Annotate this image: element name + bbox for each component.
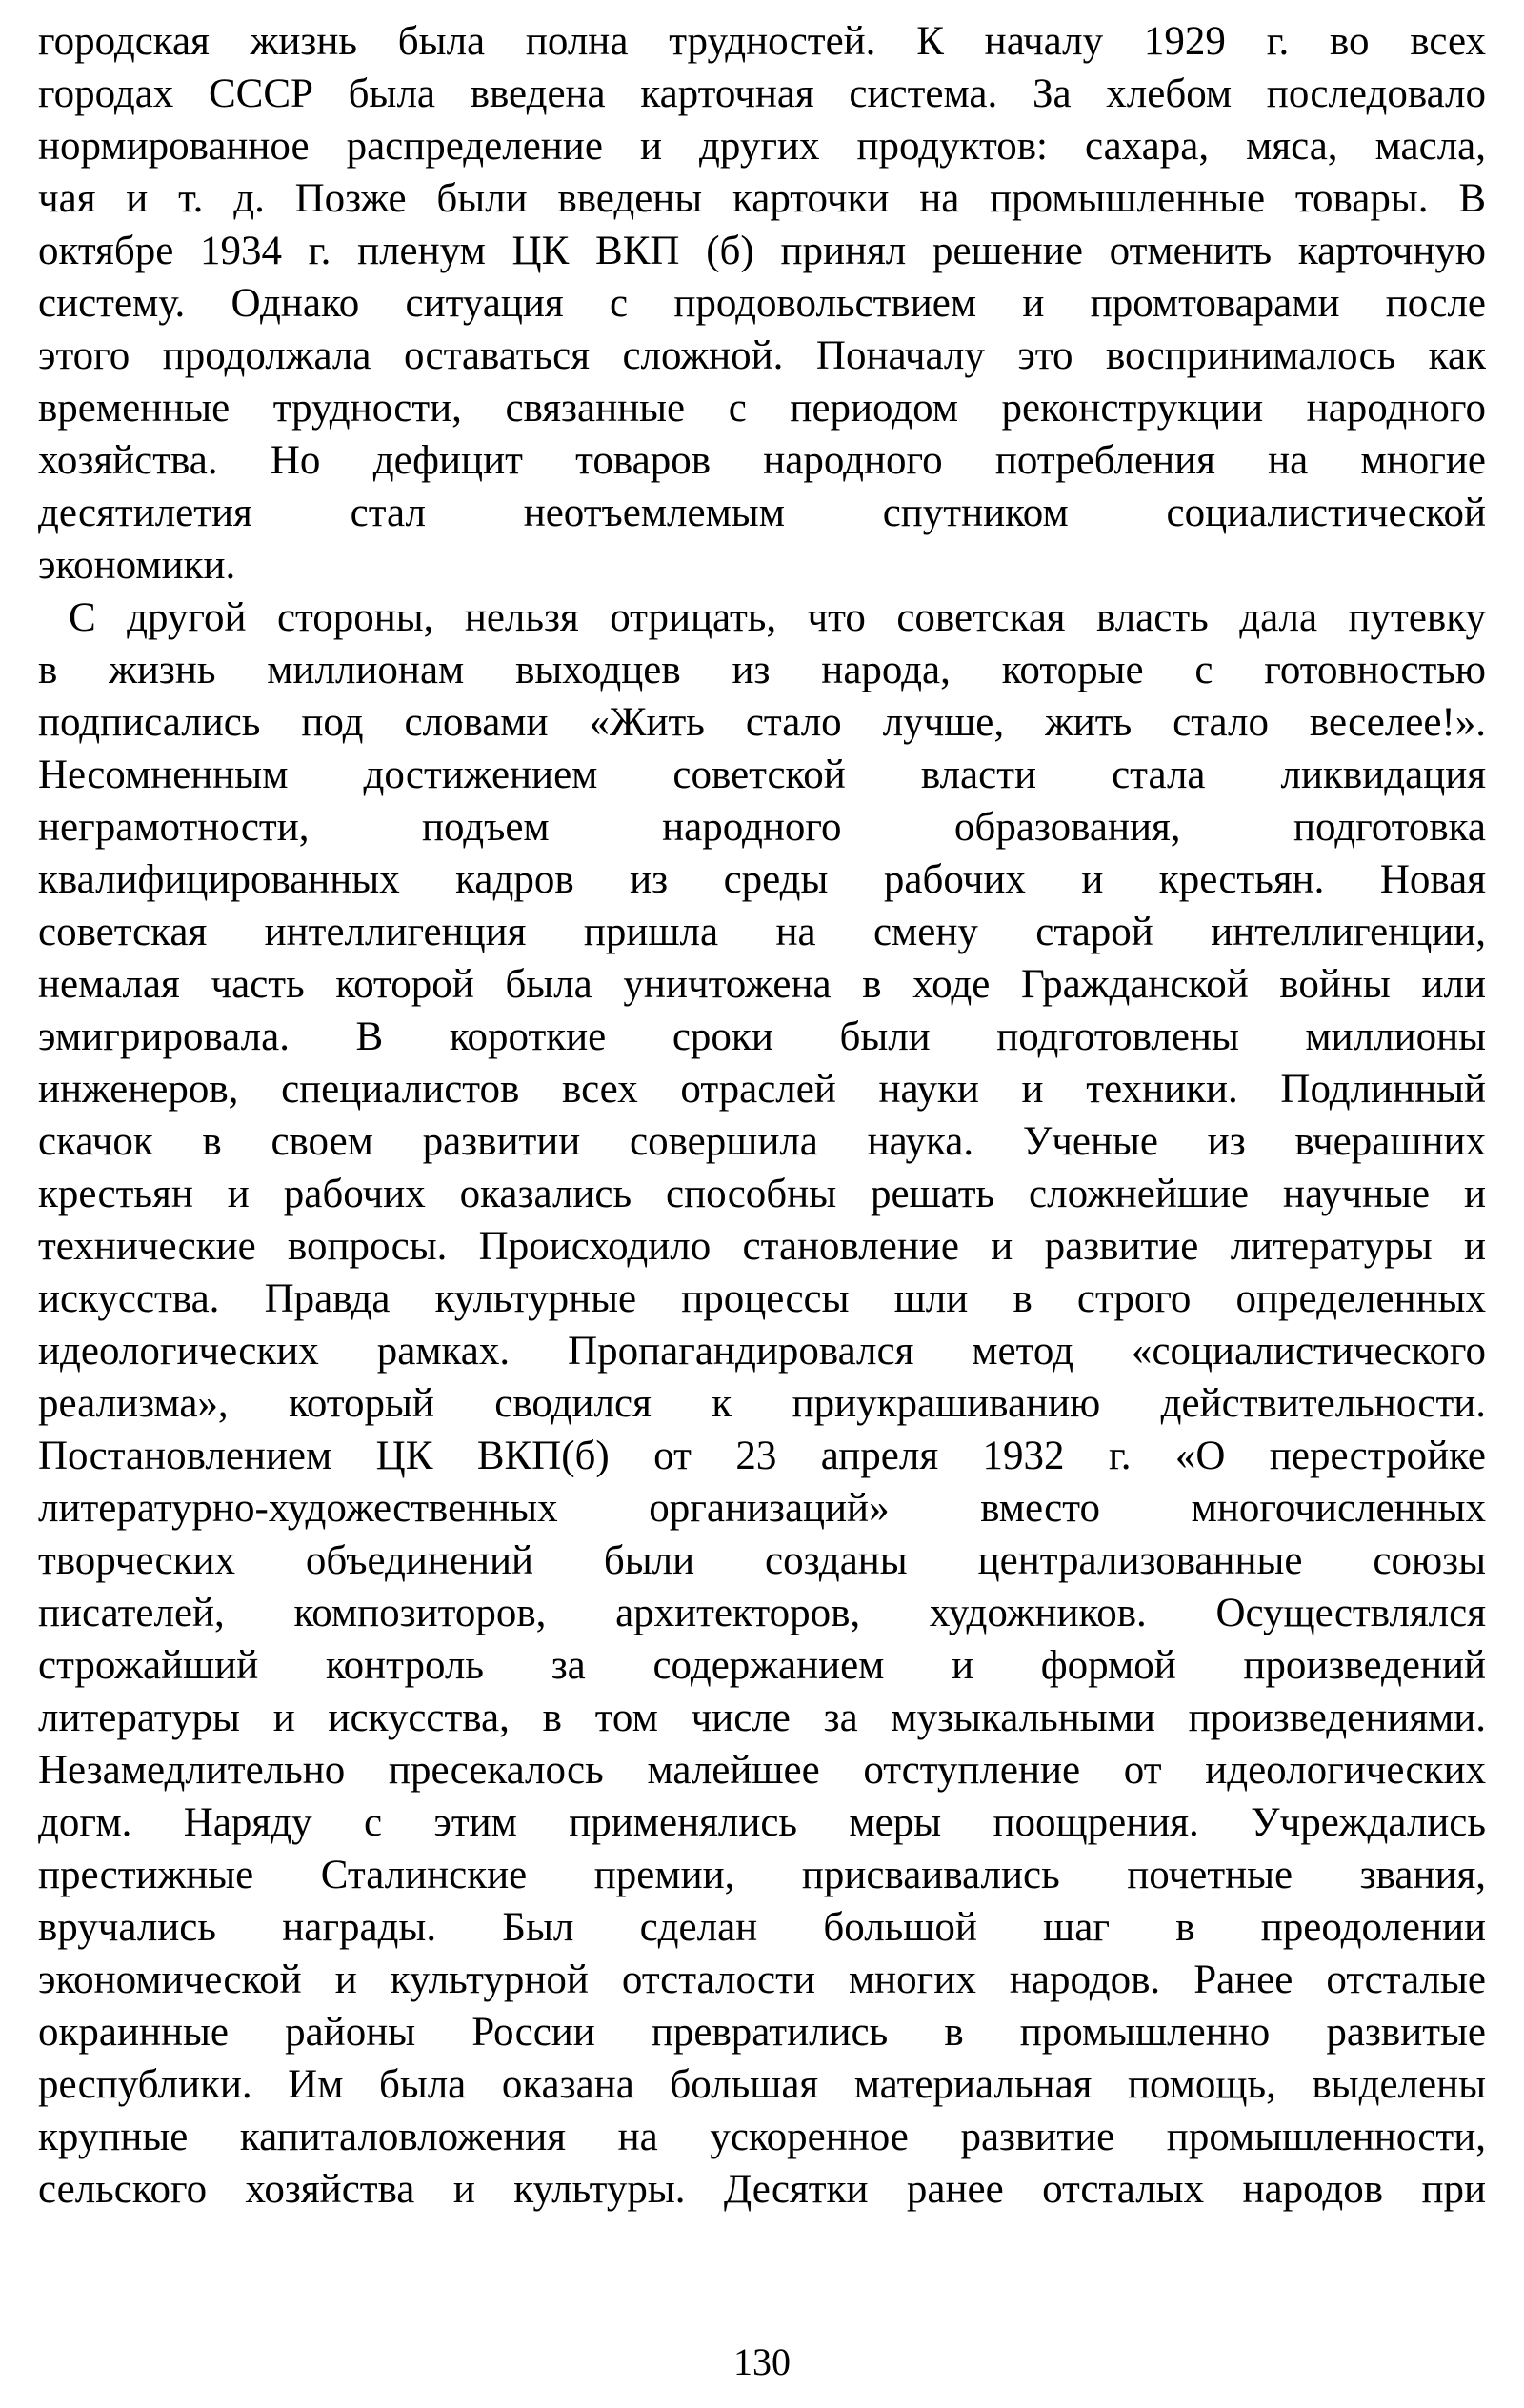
text-line: чая и т. д. Позже были введены карточки на промышленные товары. В: [38, 176, 1486, 221]
text-line: октябре 1934 г. пленум ЦК ВКП (б) принял решение отменить карточную: [38, 229, 1486, 273]
text-line: технические вопросы. Происходило становление и развитие литературы и: [38, 1224, 1486, 1269]
text-line: сельского хозяйства и культуры. Десятки ранее отсталых народов при: [38, 2167, 1486, 2212]
paragraph: [38, 592, 1486, 2216]
text-line: Постановлением ЦК ВКП(б) от 23 апреля 1932 г. «О перестройке: [38, 1434, 1486, 1478]
text-line: писателей, композиторов, архитекторов, художников. Осуществлялся: [38, 1591, 1486, 1635]
text-line: литературно-художественных организаций» вместо многочисленных: [38, 1486, 1486, 1531]
text-line: реализма», который сводился к приукрашиванию действительности.: [38, 1381, 1486, 1426]
text-line: строжайший контроль за содержанием и формой произведений: [38, 1643, 1486, 1688]
page-number: 130: [733, 2340, 791, 2383]
text-line: подписались под словами «Жить стало лучше, жить стало веселее!».: [38, 700, 1486, 745]
text-line: окраинные районы России превратились в промышленно развитые: [38, 2010, 1486, 2055]
text-line: крупные капиталовложения на ускоренное развитие промышленности,: [38, 2115, 1486, 2159]
text-line: неграмотности, подъем народного образования, подготовка: [38, 805, 1486, 850]
text-line: советская интеллигенция пришла на смену старой интеллигенции,: [38, 910, 1486, 954]
text-line: литературы и искусства, в том числе за музыкальными произведениями.: [38, 1696, 1486, 1740]
text-line: систему. Однако ситуация с продовольствием и промтоварами после: [38, 281, 1486, 326]
text-line: десятилетия стал неотъемлемым спутником социалистической: [38, 491, 1486, 535]
text-line: творческих объединений были созданы централизованные союзы: [38, 1538, 1486, 1583]
text-line: городская жизнь была полна трудностей. К началу 1929 г. во всех: [38, 19, 1486, 64]
text-line: инженеров, специалистов всех отраслей науки и техники. Подлинный: [38, 1067, 1486, 1112]
text-line: идеологических рамках. Пропагандировался метод «социалистического: [38, 1329, 1486, 1374]
text-line: немалая часть которой была уничтожена в ходе Гражданской войны или: [38, 962, 1486, 1007]
text-line: экономической и культурной отсталости многих народов. Ранее отсталые: [38, 1957, 1486, 2002]
text-line: догм. Наряду с этим применялись меры поощрения. Учреждались: [38, 1800, 1486, 1845]
text-line: эмигрировала. В короткие сроки были подготовлены миллионы: [38, 1014, 1486, 1059]
paragraph: [38, 15, 1486, 592]
text-line: крестьян и рабочих оказались способны решать сложнейшие научные и: [38, 1172, 1486, 1216]
text-line: Несомненным достижением советской власти стала ликвидация: [38, 752, 1486, 797]
text-line: нормированное распределение и других продуктов: сахара, мяса, масла,: [38, 124, 1486, 169]
page-body: [38, 15, 1486, 2216]
text-line: квалифицированных кадров из среды рабочих и крестьян. Новая: [38, 857, 1486, 902]
text-line: этого продолжала оставаться сложной. Поначалу это воспринималось как: [38, 333, 1486, 378]
text-line: вручались награды. Был сделан большой шаг в преодолении: [38, 1905, 1486, 1950]
text-line: временные трудности, связанные с периодом реконструкции народного: [38, 386, 1486, 431]
text-line: скачок в своем развитии совершила наука. Ученые из вчерашних: [38, 1119, 1486, 1164]
text-line: престижные Сталинские премии, присваивались почетные звания,: [38, 1853, 1486, 1897]
text-line: искусства. Правда культурные процессы шли в строго определенных: [38, 1276, 1486, 1321]
text-line: республики. Им была оказана большая материальная помощь, выделены: [38, 2062, 1486, 2107]
text-line: Незамедлительно пресекалось малейшее отступление от идеологических: [38, 1748, 1486, 1793]
text-line: С другой стороны, нельзя отрицать, что советская власть дала путевку: [69, 595, 1486, 640]
text-line: хозяйства. Но дефицит товаров народного потребления на многие: [38, 438, 1486, 483]
text-line: городах СССР была введена карточная система. За хлебом последовало: [38, 71, 1486, 116]
text-line: в жизнь миллионам выходцев из народа, которые с готовностью: [38, 648, 1486, 692]
text-line: экономики.: [38, 543, 236, 588]
